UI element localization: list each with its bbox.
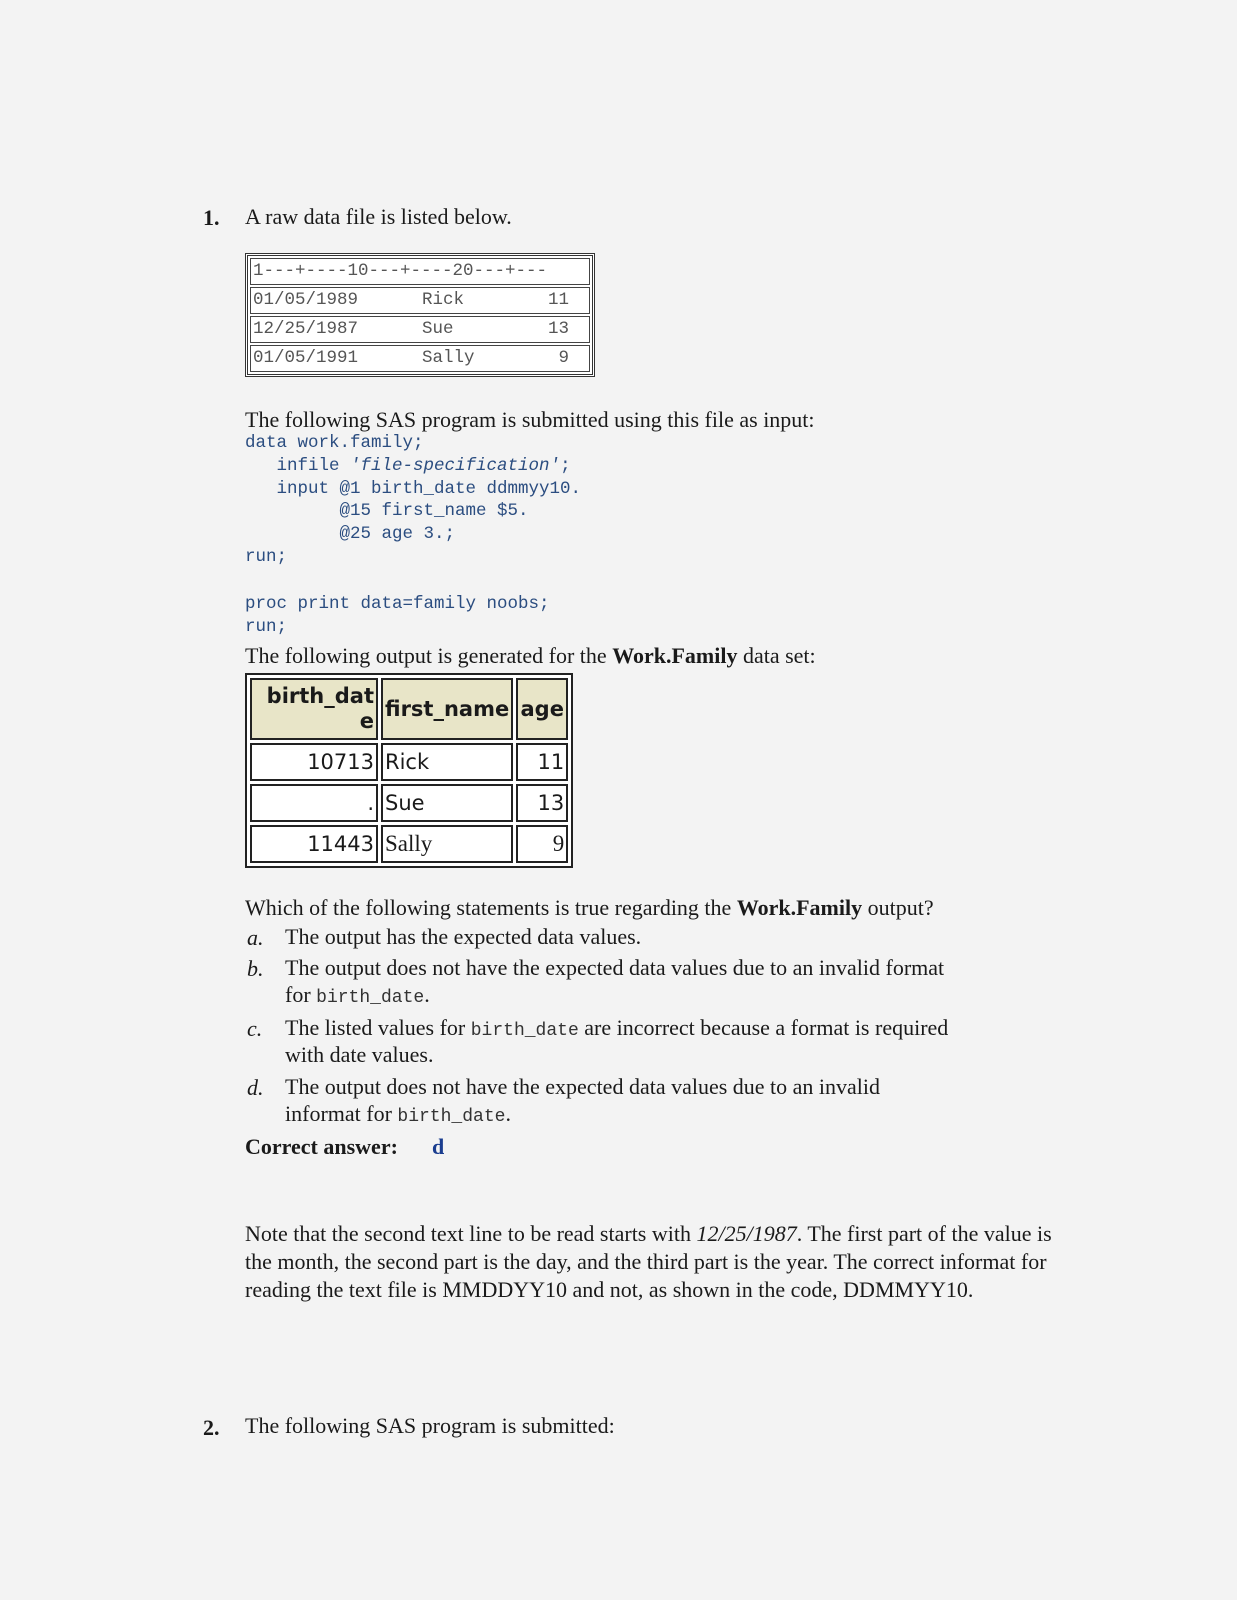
raw-name: Rick xyxy=(422,290,465,310)
question-stem xyxy=(245,894,934,921)
code-line: run; xyxy=(245,616,288,637)
raw-row xyxy=(250,287,590,314)
output-intro-text: data set: xyxy=(737,643,816,668)
option-text: are incorrect because a format is required xyxy=(578,1015,949,1040)
option-text: . xyxy=(424,982,430,1007)
option-a-text: The output has the expected data values. xyxy=(285,924,642,949)
note-date: 12/25/1987 xyxy=(696,1221,797,1246)
code-string: 'file-specification' xyxy=(350,455,561,476)
cell-first-name: Sue xyxy=(381,784,513,822)
code-line xyxy=(245,455,581,478)
cell-birth-date: . xyxy=(250,784,378,822)
table-row xyxy=(250,784,568,822)
code-line: @25 age 3.; xyxy=(245,524,456,545)
table-header-row xyxy=(250,678,568,740)
cell-birth-date: 11443 xyxy=(250,825,378,863)
raw-age: 11 xyxy=(547,290,569,310)
output-intro xyxy=(245,642,816,669)
code-line: run; xyxy=(245,546,288,567)
option-b-text-2 xyxy=(285,981,430,1012)
option-d-letter: d. xyxy=(247,1075,264,1100)
question-1-intro: A raw data file is listed below. xyxy=(245,204,512,229)
raw-row xyxy=(250,345,590,372)
raw-age: 9 xyxy=(558,348,569,368)
table-row xyxy=(250,825,568,863)
raw-age: 13 xyxy=(547,319,569,339)
raw-date: 12/25/1987 xyxy=(253,319,359,339)
cell-first-name: Sally xyxy=(381,825,513,863)
table-row xyxy=(250,743,568,781)
option-text: for xyxy=(285,982,317,1007)
cell-birth-date: 10713 xyxy=(250,743,378,781)
option-code: birth_date xyxy=(316,988,425,1008)
option-code: birth_date xyxy=(470,1021,579,1041)
raw-ruler-text: 1---+----10---+----20---+--- xyxy=(253,261,548,281)
correct-answer-value: d xyxy=(432,1134,445,1159)
option-d-text-2 xyxy=(285,1100,511,1131)
question-2-text: The following SAS program is submitted: xyxy=(245,1413,615,1438)
header-birth-date xyxy=(250,678,378,740)
option-a-letter: a. xyxy=(247,925,264,950)
raw-name: Sally xyxy=(422,348,475,368)
note-text: Note that the second text line to be read starts with xyxy=(245,1221,697,1246)
output-intro-text: The following output is generated for the xyxy=(245,643,613,668)
option-text: The listed values for xyxy=(285,1015,471,1040)
cell-age: 9 xyxy=(516,825,568,863)
raw-date: 01/05/1989 xyxy=(253,290,359,310)
correct-answer-label: Correct answer: xyxy=(245,1134,398,1159)
code-line: @15 first_name $5. xyxy=(245,501,529,522)
cell-age: 11 xyxy=(516,743,568,781)
option-c-letter: c. xyxy=(247,1016,263,1041)
code-line: data work.family; xyxy=(245,433,424,453)
code-token: infile xyxy=(245,455,351,476)
raw-row xyxy=(250,316,590,343)
header-text: e xyxy=(359,709,374,733)
code-token: ; xyxy=(560,455,571,476)
option-code: birth_date xyxy=(397,1107,506,1127)
option-b-letter: b. xyxy=(247,956,264,981)
sas-code-block xyxy=(245,432,581,569)
header-first-name: first_name xyxy=(381,678,513,740)
option-b-text: The output does not have the expected data values due to an invalid format xyxy=(285,955,945,980)
question-1-number: 1. xyxy=(203,205,220,230)
program-intro: The following SAS program is submitted using this file as input: xyxy=(245,407,815,432)
note-text: . The first part of the value is the month, the second part is the day, and the third part is the year. The correct informat for reading the text file is MMDDYY10 and not, as shown in the code, DDMMYY10. xyxy=(245,1221,1052,1302)
question-2-number: 2. xyxy=(203,1415,220,1440)
option-text: informat for xyxy=(285,1101,398,1126)
raw-ruler xyxy=(250,258,590,285)
output-table xyxy=(245,673,573,868)
code-line: input @1 birth_date ddmmyy10. xyxy=(245,478,582,499)
cell-first-name: Rick xyxy=(381,743,513,781)
output-intro-dataset: Work.Family xyxy=(612,643,738,668)
raw-data-file xyxy=(245,253,595,377)
raw-name: Sue xyxy=(422,319,454,339)
raw-date: 01/05/1991 xyxy=(253,348,359,368)
cell-age: 13 xyxy=(516,784,568,822)
question-text: output? xyxy=(862,895,934,920)
header-age: age xyxy=(516,678,568,740)
question-dataset: Work.Family xyxy=(736,895,863,920)
sas-proc-block xyxy=(245,593,550,639)
option-text: . xyxy=(505,1101,511,1126)
explanation-note xyxy=(245,1220,1065,1304)
code-line: proc print data=family noobs; xyxy=(245,594,550,614)
question-text: Which of the following statements is true regarding the xyxy=(245,895,737,920)
header-text: birth_dat xyxy=(266,684,374,708)
option-c-text-2: with date values. xyxy=(285,1042,434,1067)
option-d-text: The output does not have the expected data values due to an invalid xyxy=(285,1074,881,1099)
